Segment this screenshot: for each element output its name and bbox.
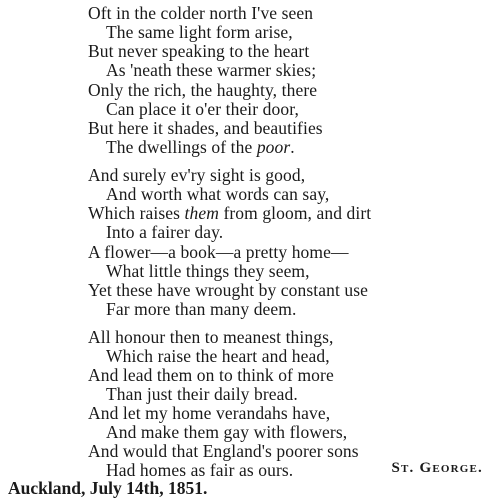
poem-line: Than just their daily bread. — [106, 384, 298, 404]
poem-line: But never speaking to the heart — [88, 41, 310, 61]
poem-line: And surely ev'ry sight is good, — [88, 165, 306, 185]
poem-line: Into a fairer day. — [106, 222, 224, 242]
dateline: Auckland, July 14th, 1851. — [8, 478, 208, 498]
poem-line: Which raise the heart and head, — [106, 346, 330, 366]
poem-line: The same light form arise, — [106, 22, 293, 42]
poem-line: And worth what words can say, — [106, 184, 330, 204]
poem-line: Can place it o'er their door, — [106, 99, 299, 119]
poem-line: A flower—a book—a pretty home— — [88, 242, 349, 262]
poem-text: from gloom, and dirt — [218, 203, 372, 223]
poem-line: Only the rich, the haughty, there — [88, 80, 318, 100]
poem-line: All honour then to meanest things, — [88, 327, 334, 347]
author-signature: St. George. — [391, 460, 483, 476]
poem-line: And lead them on to think of more — [88, 365, 334, 385]
poem-line: As 'neath these warmer skies; — [106, 60, 317, 80]
poem-line — [106, 137, 295, 157]
poem-line: But here it shades, and beautifies — [88, 118, 323, 138]
poem-emphasis: them — [184, 203, 219, 223]
poem-line — [88, 203, 371, 223]
poem-line: Oft in the colder north I've seen — [88, 3, 314, 23]
poem-text: The dwellings of the — [106, 137, 257, 157]
poem-line: And make them gay with flowers, — [106, 422, 348, 442]
poem-text: . — [290, 137, 295, 157]
poem-line: Yet these have wrought by constant use — [88, 280, 369, 300]
poem-text: Which raises — [88, 203, 185, 223]
poem-line: And let my home verandahs have, — [88, 403, 331, 423]
poem-line: Far more than many deem. — [106, 299, 297, 319]
poem-line: What little things they seem, — [106, 261, 310, 281]
poem-emphasis: poor — [256, 137, 291, 157]
poem-line: Had homes as fair as ours. — [106, 460, 294, 480]
poem-line: And would that England's poorer sons — [88, 441, 359, 461]
